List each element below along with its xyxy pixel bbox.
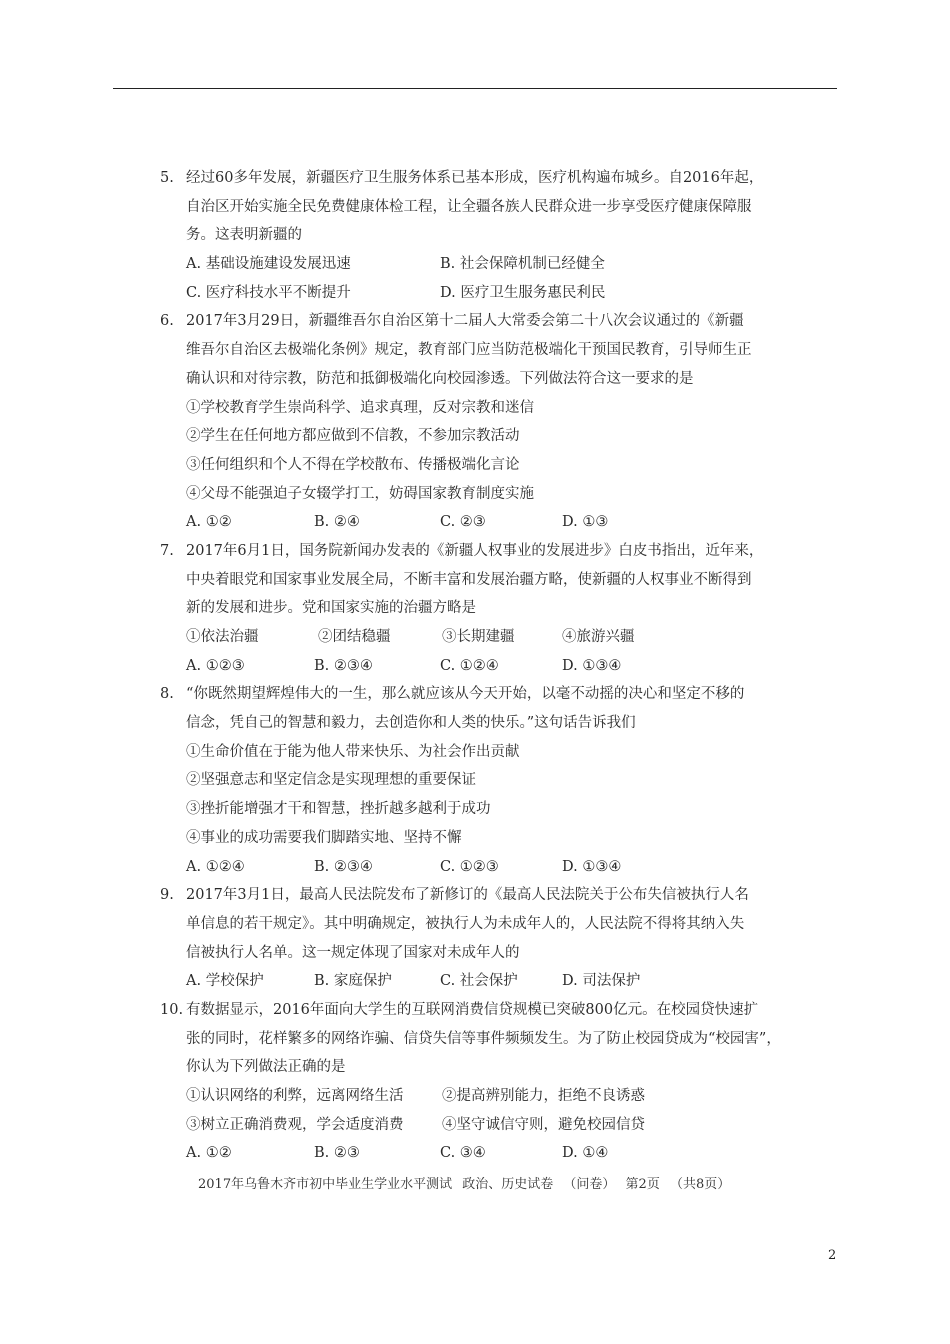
question-text: 2017年3月1日，最高人民法院发布了新修订的《最高人民法院关于公布失信被执行人名 bbox=[186, 887, 749, 904]
statement: ②学生在任何地方都应做到不信教，不参加宗教活动 bbox=[186, 428, 520, 445]
option-a: A. ①②③ bbox=[186, 657, 245, 674]
options-row bbox=[160, 1139, 780, 1168]
option-b: B. ②③④ bbox=[314, 858, 373, 875]
option-d: D. ①④ bbox=[562, 1145, 609, 1162]
statement: ①生命价值在于能为他人带来快乐、为社会作出贡献 bbox=[186, 743, 520, 760]
question-text: 张的同时，花样繁多的网络诈骗、信贷失信等事件频频发生。为了防止校园贷成为“校园害”， bbox=[186, 1030, 781, 1047]
option-d: D. 医疗卫生服务惠民利民 bbox=[440, 284, 606, 301]
option-c: C. ②③ bbox=[440, 514, 486, 531]
option-c: C. ①②③ bbox=[440, 858, 499, 875]
option-b: B. ②④ bbox=[314, 514, 360, 531]
option-b: B. ②③ bbox=[314, 1145, 360, 1162]
options-row bbox=[160, 967, 780, 996]
question-7 bbox=[160, 537, 780, 680]
question-text: 有数据显示，2016年面向大学生的互联网消费信贷规模已突破800亿元。在校园贷快速扩 bbox=[186, 1001, 759, 1018]
question-number: 10. bbox=[160, 1001, 184, 1018]
question-text: 你认为下列做法正确的是 bbox=[186, 1059, 346, 1076]
statements-row bbox=[160, 623, 780, 652]
question-text: 新的发展和进步。党和国家实施的治疆方略是 bbox=[186, 600, 476, 617]
question-number: 7. bbox=[160, 542, 174, 559]
question-text: 确认识和对待宗教，防范和抵御极端化向校园渗透。下列做法符合这一要求的是 bbox=[186, 370, 694, 387]
question-8 bbox=[160, 680, 780, 881]
option-b: B. 家庭保护 bbox=[314, 973, 392, 990]
options-row bbox=[160, 652, 780, 681]
option-d: D. ①③④ bbox=[562, 858, 622, 875]
options-row bbox=[160, 250, 780, 279]
option-c: C. 医疗科技水平不断提升 bbox=[186, 284, 351, 301]
statement: ②坚强意志和坚定信念是实现理想的重要保证 bbox=[186, 772, 476, 789]
option-a: A. 学校保护 bbox=[186, 973, 264, 990]
question-number: 5. bbox=[160, 170, 174, 186]
statement: ④旅游兴疆 bbox=[562, 629, 635, 645]
question-text: 务。这表明新疆的 bbox=[186, 227, 302, 244]
statement: ①学校教育学生崇尚科学、追求真理，反对宗教和迷信 bbox=[186, 399, 534, 416]
options-row bbox=[160, 279, 780, 308]
question-6 bbox=[160, 307, 780, 537]
option-c: C. ①②④ bbox=[440, 657, 499, 674]
question-5 bbox=[160, 164, 780, 307]
statement: ④事业的成功需要我们脚踏实地、坚持不懈 bbox=[186, 829, 462, 846]
question-text: 自治区开始实施全民免费健康体检工程，让全疆各族人民群众进一步享受医疗健康保障服 bbox=[186, 198, 752, 215]
question-text: 2017年3月29日，新疆维吾尔自治区第十二届人大常委会第二十八次会议通过的《新疆 bbox=[186, 313, 744, 330]
options-row bbox=[160, 853, 780, 882]
option-a: A. 基础设施建设发展迅速 bbox=[186, 256, 351, 273]
footer-total: （共8页） bbox=[669, 1177, 731, 1192]
header-rule bbox=[113, 88, 837, 89]
question-10 bbox=[160, 996, 780, 1168]
options-row bbox=[160, 508, 780, 537]
option-b: B. 社会保障机制已经健全 bbox=[440, 256, 605, 273]
question-text: 经过60多年发展，新疆医疗卫生服务体系已基本形成，医疗机构遍布城乡。自2016年起， bbox=[186, 170, 764, 186]
footer-subject: 政治、历史试卷 bbox=[462, 1177, 554, 1192]
option-c: C. 社会保护 bbox=[440, 973, 518, 990]
question-9 bbox=[160, 881, 780, 996]
question-text: “你既然期望辉煌伟大的一生，那么就应该从今天开始，以毫不动摇的决心和坚定不移的 bbox=[186, 686, 745, 703]
page-number: 2 bbox=[828, 1248, 837, 1263]
statement: ③挫折能增强才干和智慧，挫折越多越利于成功 bbox=[186, 801, 491, 818]
option-b: B. ②③④ bbox=[314, 657, 373, 674]
footer-exam-name: 2017年乌鲁木齐市初中毕业生学业水平测试 bbox=[198, 1177, 453, 1192]
statement: ③树立正确消费观，学会适度消费 bbox=[186, 1116, 404, 1133]
footer-page: 第2页 bbox=[625, 1177, 660, 1192]
question-text: 信被执行人名单。这一规定体现了国家对未成年人的 bbox=[186, 944, 520, 961]
option-a: A. ①②④ bbox=[186, 858, 245, 875]
question-text: 维吾尔自治区去极端化条例》规定，教育部门应当防范极端化干预国民教育，引导师生正 bbox=[186, 342, 752, 359]
statement: ②提高辨别能力，拒绝不良诱惑 bbox=[442, 1088, 645, 1104]
question-number: 8. bbox=[160, 686, 174, 703]
statement: ②团结稳疆 bbox=[318, 629, 391, 645]
statement: ③长期建疆 bbox=[442, 629, 515, 645]
question-text: 信念，凭自己的智慧和毅力，去创造你和人类的快乐。”这句话告诉我们 bbox=[186, 715, 636, 732]
statement: ①认识网络的利弊，远离网络生活 bbox=[186, 1088, 404, 1104]
option-d: D. ①③ bbox=[562, 514, 609, 531]
option-a: A. ①② bbox=[186, 514, 232, 531]
exam-footer bbox=[198, 1173, 736, 1192]
statements-row bbox=[160, 1082, 780, 1111]
statement: ④父母不能强迫子女辍学打工，妨碍国家教育制度实施 bbox=[186, 485, 534, 502]
question-number: 9. bbox=[160, 887, 174, 904]
statement: ③任何组织和个人不得在学校散布、传播极端化言论 bbox=[186, 456, 520, 473]
statement: ④坚守诚信守则，避免校园信贷 bbox=[442, 1116, 645, 1133]
question-number: 6. bbox=[160, 313, 174, 330]
option-d: D. ①③④ bbox=[562, 657, 622, 674]
option-a: A. ①② bbox=[186, 1145, 232, 1162]
footer-paper: （问卷） bbox=[563, 1177, 616, 1192]
question-text: 单信息的若干规定》。其中明确规定，被执行人为未成年人的，人民法院不得将其纳入失 bbox=[186, 915, 745, 932]
statements-row bbox=[160, 1111, 780, 1140]
exam-content bbox=[160, 164, 780, 1168]
statement: ①依法治疆 bbox=[186, 629, 259, 645]
question-text: 2017年6月1日，国务院新闻办发表的《新疆人权事业的发展进步》白皮书指出，近年来， bbox=[186, 542, 764, 559]
question-text: 中央着眼党和国家事业发展全局，不断丰富和发展治疆方略，使新疆的人权事业不断得到 bbox=[186, 571, 752, 588]
option-d: D. 司法保护 bbox=[562, 973, 641, 990]
option-c: C. ③④ bbox=[440, 1145, 486, 1162]
